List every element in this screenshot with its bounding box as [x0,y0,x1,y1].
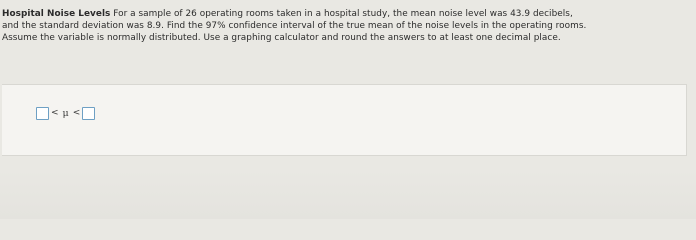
mu-symbol: μ [62,107,69,119]
problem-text-2: and the standard deviation was 8.9. Find the 97% confidence interval of the true mean of the noise levels in the operating rooms. [2,21,587,32]
confidence-interval-answer [36,105,95,121]
problem-line-1 [2,8,692,20]
problem-title: Hospital Noise Levels [2,9,111,19]
problem-text-3: Assume the variable is normally distributed. Use a graphing calculator and round the answers to at least one decimal place. [2,33,561,44]
upper-bound-input[interactable] [82,107,95,120]
problem-text-1: For a sample of 26 operating rooms taken in a hospital study, the mean noise level was 43.9 decibels, [113,9,573,19]
answer-panel [2,84,687,156]
problem-statement [2,8,692,45]
less-than-symbol-2: < [72,108,81,118]
page-background [0,170,696,219]
less-than-symbol: < [51,108,59,118]
lower-bound-input[interactable] [36,107,49,120]
